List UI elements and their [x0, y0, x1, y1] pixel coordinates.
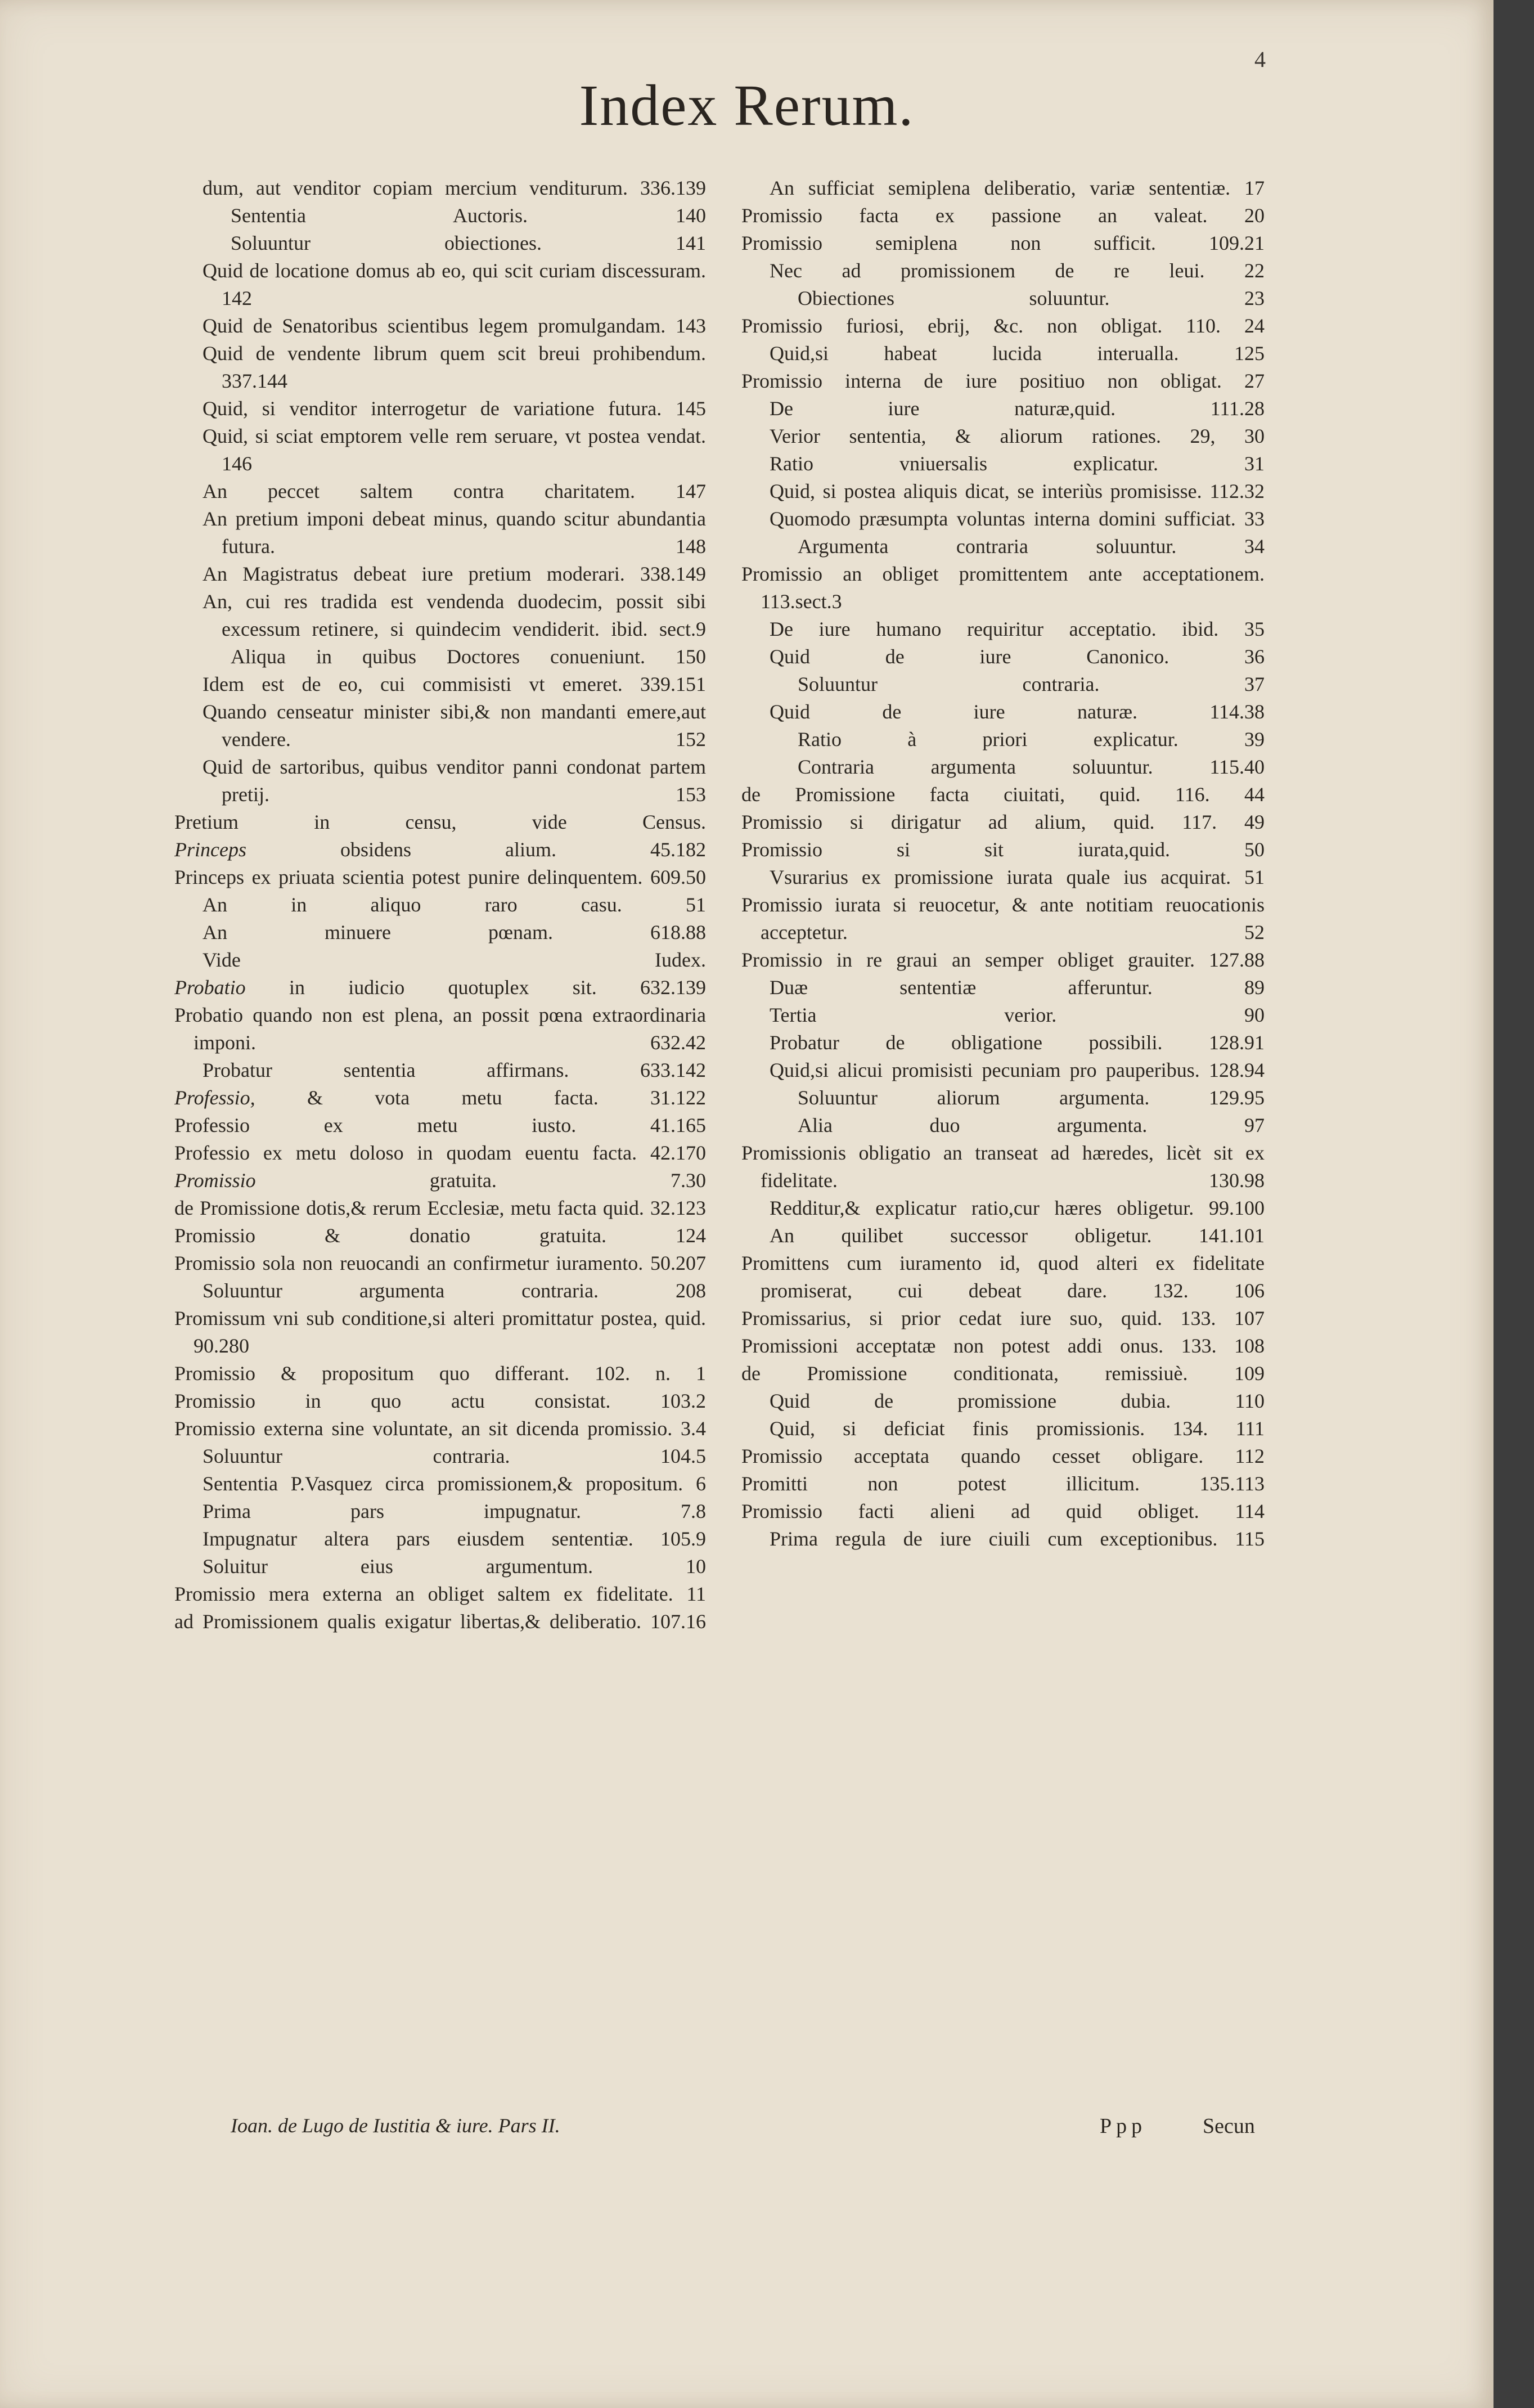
- entry-text: Promissarius, si prior cedat iure suo, quid.: [741, 1307, 1162, 1329]
- entry-reference: 115.40: [1209, 756, 1265, 778]
- entry-text: Sententia P.Vasquez circa promissionem,& propositum.: [203, 1472, 683, 1495]
- entry-text: Nec ad promissionem de re leui.: [770, 259, 1205, 282]
- index-entry: [203, 1470, 706, 1498]
- index-entry: [741, 560, 1265, 616]
- index-entry: [770, 257, 1265, 285]
- catchword: Secun: [1203, 2114, 1255, 2138]
- entry-text: Sententia Auctoris.: [231, 204, 528, 227]
- entry-reference: 140: [676, 204, 706, 227]
- entry-reference: 99.100: [1209, 1197, 1265, 1219]
- entry-text: Professio ex metu doloso in quodam euentu facta.: [174, 1142, 637, 1164]
- index-entry: [174, 836, 706, 864]
- entry-text: Alia duo argumenta.: [798, 1114, 1148, 1136]
- entry-reference: 50: [1244, 838, 1265, 861]
- entry-reference: 117. 49: [1182, 811, 1265, 833]
- entry-reference: ibid. sect.9: [611, 618, 706, 640]
- running-footer: Ioan. de Lugo de Iustitia & iure. Pars II.: [231, 2114, 560, 2137]
- entry-reference: 153: [676, 783, 706, 806]
- index-entry: [203, 312, 706, 340]
- entry-reference: 632.139: [640, 976, 707, 999]
- entry-text: Idem est de eo, cui commisisti vt emeret.: [203, 673, 623, 695]
- index-entry: [741, 312, 1265, 340]
- entry-reference: 124: [676, 1224, 706, 1247]
- index-entry: [770, 1387, 1265, 1415]
- entry-reference: 112: [1235, 1445, 1265, 1467]
- entry-text: Quid, si deficiat finis promissionis.: [770, 1417, 1145, 1440]
- entry-reference: 33: [1244, 507, 1265, 530]
- index-entry: [174, 1112, 706, 1139]
- entry-text: dum, aut venditor copiam mercium venditurum.: [203, 177, 628, 199]
- index-entry: [770, 1525, 1265, 1553]
- entry-text: An pretium imponi debeat minus, quando scitur abundantia futura.: [203, 507, 706, 558]
- entry-reference: 45.182: [650, 838, 706, 861]
- entry-lemma: Professio,: [174, 1086, 255, 1109]
- index-entry: [203, 1553, 706, 1580]
- entry-reference: 109.21: [1209, 232, 1265, 254]
- entry-reference: 146: [222, 452, 252, 475]
- index-entry: [203, 1443, 706, 1470]
- entry-text: Quid de sartoribus, quibus venditor panni condonat partem pretij.: [203, 756, 706, 806]
- entry-reference: 141: [676, 232, 706, 254]
- index-entry: [798, 671, 1265, 698]
- entry-reference: 633.142: [640, 1059, 706, 1081]
- index-entry: [741, 946, 1265, 974]
- entry-text: de Promissione facta ciuitati, quid.: [741, 783, 1141, 806]
- entry-reference: 105.9: [660, 1528, 706, 1550]
- index-entry: [798, 285, 1265, 312]
- entry-text: Soluuntur argumenta contraria.: [203, 1279, 599, 1302]
- entry-text: Soluuntur obiectiones.: [231, 232, 542, 254]
- entry-text: Pretium in censu, vide Census.: [174, 811, 706, 833]
- entry-reference: 115: [1235, 1528, 1265, 1550]
- index-entry: [174, 1360, 706, 1387]
- index-entry: [203, 671, 706, 698]
- entry-text: Soluuntur contraria.: [798, 673, 1100, 695]
- index-entry: [203, 946, 706, 974]
- index-entry: [770, 395, 1265, 423]
- index-entry: [174, 808, 706, 836]
- entry-reference: 104.5: [660, 1445, 706, 1467]
- index-entry: [174, 864, 706, 891]
- entry-reference: 23: [1244, 287, 1265, 309]
- index-entry: [203, 505, 706, 560]
- entry-text: Quid de iure Canonico.: [770, 645, 1169, 668]
- entry-text: Verior sententia, & aliorum rationes.: [770, 425, 1161, 447]
- entry-text: Soluitur eius argumentum.: [203, 1555, 593, 1578]
- entry-text: Quid de Senatoribus scientibus legem promulgandam.: [203, 315, 666, 337]
- index-entry: [174, 1580, 706, 1608]
- entry-text: Quid, si postea aliquis dicat, se interiùs promisisse.: [770, 480, 1202, 502]
- index-entry: [174, 1139, 706, 1167]
- entry-text: An quilibet successor obligetur.: [770, 1224, 1152, 1247]
- index-entry: [203, 698, 706, 753]
- entry-reference: 338.149: [640, 563, 707, 585]
- entry-reference: 97: [1244, 1114, 1265, 1136]
- index-entry: [741, 1305, 1265, 1332]
- entry-text: Quid,si habeat lucida interualla.: [770, 342, 1179, 365]
- index-entry: [174, 1387, 706, 1415]
- index-entry: [741, 202, 1265, 230]
- index-entry: [741, 808, 1265, 836]
- index-entry: [174, 1305, 706, 1360]
- entry-text: gratuita.: [429, 1169, 497, 1192]
- entry-reference: 135.113: [1199, 1472, 1265, 1495]
- index-entry: [770, 974, 1265, 1001]
- index-entry: [770, 1415, 1265, 1443]
- index-entry: [174, 1608, 706, 1636]
- page-title: Index Rerum.: [579, 73, 915, 138]
- index-entry: [770, 643, 1265, 671]
- index-entry: [741, 781, 1265, 808]
- entry-text: Impugnatur altera pars eiusdem sententiæ.: [203, 1528, 633, 1550]
- entry-reference: 32.123: [650, 1197, 707, 1219]
- index-entry: [174, 1084, 706, 1112]
- entry-text: Promissio in re graui an semper obliget grauiter.: [741, 949, 1195, 971]
- entry-text: Promissio & donatio gratuita.: [174, 1224, 606, 1247]
- entry-reference: 7.30: [671, 1169, 707, 1192]
- index-entry: [203, 478, 706, 505]
- index-entry: [741, 1332, 1265, 1360]
- index-entry: [770, 423, 1265, 450]
- entry-text: Promissio mera externa an obliget saltem ex fidelitate.: [174, 1583, 673, 1605]
- entry-reference: 132. 106: [1153, 1279, 1265, 1302]
- entry-reference: 114.38: [1209, 700, 1265, 723]
- entry-reference: 339.151: [640, 673, 707, 695]
- entry-text: Promissio in quo actu consistat.: [174, 1390, 611, 1412]
- entry-reference: 109: [1234, 1362, 1265, 1385]
- index-entry: [741, 367, 1265, 395]
- scan-background: [1493, 0, 1534, 2408]
- index-entry: [770, 698, 1265, 726]
- entry-reference: 134. 111: [1172, 1417, 1265, 1440]
- index-entry: [741, 1470, 1265, 1498]
- page-number: 4: [1254, 47, 1266, 72]
- entry-text: An Magistratus debeat iure pretium moderari.: [203, 563, 625, 585]
- entry-text: De iure naturæ,quid.: [770, 397, 1116, 420]
- entry-text: An in aliquo raro casu.: [203, 893, 622, 916]
- entry-text: Promissionis obligatio an transeat ad hæredes, licèt sit ex fidelitate.: [741, 1142, 1265, 1192]
- entry-text: Redditur,& explicatur ratio,cur hæres obligetur.: [770, 1197, 1194, 1219]
- entry-reference: 112.32: [1209, 480, 1265, 502]
- entry-text: Duæ sententiæ afferuntur.: [770, 976, 1153, 999]
- entry-reference: 50.207: [650, 1252, 707, 1274]
- entry-text: Quid,si alicui promisisti pecuniam pro pauperibus.: [770, 1059, 1200, 1081]
- entry-reference: 133. 107: [1180, 1307, 1265, 1329]
- entry-text: Promissio an obliget promittentem ante acceptationem.: [741, 563, 1265, 585]
- entry-reference: 143: [676, 315, 707, 337]
- entry-reference: 31: [1244, 452, 1265, 475]
- index-entry: [203, 395, 706, 423]
- entry-text: Prima pars impugnatur.: [203, 1500, 581, 1522]
- index-entry: [203, 891, 706, 919]
- index-entry: [798, 753, 1265, 781]
- entry-text: An minuere pœnam.: [203, 921, 553, 944]
- entry-text: Promissio iurata si reuocetur, & ante notitiam reuocationis acceptetur.: [741, 893, 1265, 944]
- index-column-left: [174, 174, 706, 1636]
- index-entry: [770, 1001, 1265, 1029]
- entry-text: Prima regula de iure ciuili cum exceptionibus.: [770, 1528, 1218, 1550]
- entry-text: Promissio acceptata quando cesset obligare.: [741, 1445, 1204, 1467]
- entry-reference: 34: [1244, 535, 1265, 558]
- entry-reference: 10: [686, 1555, 707, 1578]
- entry-text: Quid de iure naturæ.: [770, 700, 1137, 723]
- index-entry: [741, 1498, 1265, 1525]
- index-entry: [203, 1057, 706, 1084]
- entry-text: Promittens cum iuramento id, quod alteri ex fidelitate promiserat, cui debeat dare.: [741, 1252, 1265, 1302]
- entry-reference: 27: [1244, 370, 1265, 392]
- index-entry: [798, 1084, 1265, 1112]
- entry-reference: 130.98: [1209, 1169, 1265, 1192]
- entry-reference: 609.50: [650, 866, 707, 888]
- index-entry: [770, 450, 1265, 478]
- entry-text: Promissio externa sine voluntate, an sit dicenda promissio.: [174, 1417, 673, 1440]
- index-entry: [174, 974, 706, 1001]
- entry-reference: 90: [1244, 1004, 1265, 1026]
- entry-reference: 618.88: [650, 921, 706, 944]
- entry-text: Promissio semiplena non sufficit.: [741, 232, 1156, 254]
- entry-text: Probatur de obligatione possibili.: [770, 1031, 1163, 1054]
- entry-reference: 111.28: [1210, 397, 1265, 420]
- entry-text: Obiectiones soluuntur.: [798, 287, 1110, 309]
- entry-text: Promissio & propositum quo differant.: [174, 1362, 570, 1385]
- entry-reference: 37: [1244, 673, 1265, 695]
- entry-text: Quid de vendente librum quem scit breui prohibendum.: [203, 342, 706, 365]
- entry-reference: 6: [696, 1472, 707, 1495]
- entry-reference: 31.122: [650, 1086, 707, 1109]
- index-entry: [798, 533, 1265, 560]
- entry-reference: 150: [676, 645, 706, 668]
- entry-reference: 103.2: [660, 1390, 707, 1412]
- entry-reference: 127.88: [1209, 949, 1265, 971]
- entry-text: Soluuntur contraria.: [203, 1445, 510, 1467]
- index-entry: [203, 1525, 706, 1553]
- entry-reference: 208: [676, 1279, 706, 1302]
- index-entry: [770, 1222, 1265, 1250]
- entry-reference: 110. 24: [1186, 315, 1265, 337]
- index-entry: [770, 616, 1265, 643]
- entry-reference: 128.91: [1209, 1031, 1265, 1054]
- index-entry: [741, 1250, 1265, 1305]
- entry-text: Promitti non potest illicitum.: [741, 1472, 1140, 1495]
- index-entry: [231, 202, 706, 230]
- entry-reference: 11: [686, 1583, 706, 1605]
- entry-text: & vota metu facta.: [307, 1086, 599, 1109]
- entry-text: Quid de promissione dubia.: [770, 1390, 1171, 1412]
- entry-reference: 114: [1235, 1500, 1265, 1522]
- index-entry: [203, 257, 706, 312]
- index-column-right: [741, 174, 1265, 1553]
- entry-reference: 337.144: [222, 370, 287, 392]
- entry-reference: 102. n. 1: [595, 1362, 706, 1385]
- entry-text: Promissioni acceptatæ non potest addi onus.: [741, 1335, 1164, 1357]
- index-entry: [203, 423, 706, 478]
- entry-reference: 147: [676, 480, 707, 502]
- entry-reference: 39: [1244, 728, 1265, 751]
- entry-text: Quando censeatur minister sibi,& non mandanti emere,aut vendere.: [203, 700, 706, 751]
- entry-text: Professio ex metu iusto.: [174, 1114, 577, 1136]
- entry-text: Promissio facti alieni ad quid obliget.: [741, 1500, 1199, 1522]
- entry-text: Quid, si venditor interrogetur de variatione futura.: [203, 397, 662, 420]
- index-entry: [770, 478, 1265, 505]
- entry-reference: ibid. 35: [1182, 618, 1265, 640]
- entry-reference: 632.42: [650, 1031, 706, 1054]
- entry-lemma: Probatio: [174, 976, 246, 999]
- entry-reference: 52: [1244, 921, 1265, 944]
- index-entry: [741, 1443, 1265, 1470]
- entry-reference: 116. 44: [1175, 783, 1265, 806]
- entry-reference: 336.139: [640, 177, 706, 199]
- index-entry: [231, 643, 706, 671]
- index-entry: [741, 836, 1265, 864]
- entry-reference: 41.165: [650, 1114, 706, 1136]
- entry-lemma: Promissio: [174, 1169, 256, 1192]
- entry-text: Quomodo præsumpta voluntas interna domini sufficiat.: [770, 507, 1236, 530]
- entry-reference: 29, 30: [1190, 425, 1265, 447]
- entry-reference: 113.sect.3: [761, 590, 842, 613]
- entry-reference: 36: [1244, 645, 1265, 668]
- index-entry: [770, 864, 1265, 891]
- index-entry: [798, 1112, 1265, 1139]
- entry-reference: 17: [1244, 177, 1265, 199]
- index-entry: [174, 1194, 706, 1222]
- entry-text: Probatio quando non est plena, an possit pœna extraordinaria imponi.: [174, 1004, 706, 1054]
- index-entry: [770, 340, 1265, 367]
- entry-reference: 141.101: [1199, 1224, 1265, 1247]
- entry-text: Promissio facta ex passione an valeat.: [741, 204, 1208, 227]
- entry-text: An sufficiat semiplena deliberatio, variæ sententiæ.: [770, 177, 1231, 199]
- entry-text: Promissio sola non reuocandi an confirmetur iuramento.: [174, 1252, 644, 1274]
- index-entry: [203, 174, 706, 202]
- entry-text: Quid de locatione domus ab eo, qui scit curiam discessuram.: [203, 259, 706, 282]
- entry-text: Ratio à priori explicatur.: [798, 728, 1178, 751]
- index-entry: [174, 1167, 706, 1194]
- entry-reference: 110: [1235, 1390, 1265, 1412]
- entry-lemma: Princeps: [174, 838, 246, 861]
- index-entry: [203, 753, 706, 808]
- index-entry: [174, 1001, 706, 1057]
- index-entry: [174, 1222, 706, 1250]
- index-entry: [203, 340, 706, 395]
- index-entry: [770, 1057, 1265, 1084]
- entry-reference: 3.4: [681, 1417, 707, 1440]
- entry-text: Probatur sententia affirmans.: [203, 1059, 569, 1081]
- index-entry: [174, 1415, 706, 1443]
- entry-reference: 90.280: [194, 1335, 249, 1357]
- entry-text: Princeps ex priuata scientia potest punire delinquentem.: [174, 866, 643, 888]
- entry-text: Quid, si sciat emptorem velle rem seruare, vt postea vendat.: [203, 425, 706, 447]
- entry-text: De iure humano requiritur acceptatio.: [770, 618, 1157, 640]
- entry-reference: 145: [676, 397, 706, 420]
- entry-text: Promissio interna de iure positiuo non obligat.: [741, 370, 1222, 392]
- entry-text: Ratio vniuersalis explicatur.: [770, 452, 1158, 475]
- entry-reference: 51: [686, 893, 706, 916]
- entry-reference: 142: [222, 287, 252, 309]
- entry-text: Vide Iudex.: [203, 949, 706, 971]
- entry-text: de Promissione conditionata, remissiuè.: [741, 1362, 1188, 1385]
- entry-reference: 22: [1244, 259, 1265, 282]
- entry-reference: 125: [1234, 342, 1265, 365]
- entry-reference: 42.170: [650, 1142, 707, 1164]
- index-entry: [203, 560, 706, 588]
- entry-reference: 152: [676, 728, 706, 751]
- index-entry: [741, 1360, 1265, 1387]
- entry-text: Argumenta contraria soluuntur.: [798, 535, 1177, 558]
- entry-text: Aliqua in quibus Doctores conueniunt.: [231, 645, 645, 668]
- entry-reference: 148: [676, 535, 706, 558]
- entry-text: obsidens alium.: [340, 838, 556, 861]
- signature-mark: Ppp: [1100, 2114, 1147, 2138]
- index-entry: [741, 1139, 1265, 1194]
- index-entry: [174, 1250, 706, 1277]
- index-entry: [798, 726, 1265, 753]
- entry-text: An, cui res tradida est vendenda duodecim, possit sibi excessum retinere, si quindecim vendiderit.: [203, 590, 706, 640]
- index-entry: [203, 1498, 706, 1525]
- entry-text: de Promissione dotis,& rerum Ecclesiæ, metu facta quid.: [174, 1197, 644, 1219]
- entry-reference: 133. 108: [1181, 1335, 1265, 1357]
- entry-text: Tertia verior.: [770, 1004, 1057, 1026]
- entry-text: Promissio si dirigatur ad alium, quid.: [741, 811, 1155, 833]
- entry-reference: 107.16: [650, 1610, 706, 1633]
- entry-text: Soluuntur aliorum argumenta.: [798, 1086, 1150, 1109]
- entry-text: Promissum vni sub conditione,si alteri promittatur postea, quid.: [174, 1307, 706, 1329]
- entry-text: Promissio furiosi, ebrij, &c. non obligat.: [741, 315, 1163, 337]
- entry-text: Vsurarius ex promissione iurata quale ius acquirat.: [770, 866, 1231, 888]
- entry-text: in iudicio quotuplex sit.: [289, 976, 597, 999]
- index-entry: [770, 174, 1265, 202]
- index-entry: [203, 1277, 706, 1305]
- index-entry: [741, 230, 1265, 257]
- entry-reference: 7.8: [681, 1500, 706, 1522]
- index-entry: [231, 230, 706, 257]
- entry-reference: 20: [1244, 204, 1265, 227]
- index-entry: [770, 1029, 1265, 1057]
- entry-text: An peccet saltem contra charitatem.: [203, 480, 635, 502]
- index-entry: [770, 1194, 1265, 1222]
- entry-text: Promissio si sit iurata,quid.: [741, 838, 1170, 861]
- entry-reference: 51: [1244, 866, 1265, 888]
- entry-text: ad Promissionem qualis exigatur libertas,& deliberatio.: [174, 1610, 641, 1633]
- entry-reference: 89: [1244, 976, 1265, 999]
- entry-text: Contraria argumenta soluuntur.: [798, 756, 1153, 778]
- entry-reference: 129.95: [1209, 1086, 1265, 1109]
- entry-reference: 128.94: [1209, 1059, 1265, 1081]
- index-entry: [203, 919, 706, 946]
- index-entry: [741, 891, 1265, 946]
- index-entry: [770, 505, 1265, 533]
- index-entry: [203, 588, 706, 643]
